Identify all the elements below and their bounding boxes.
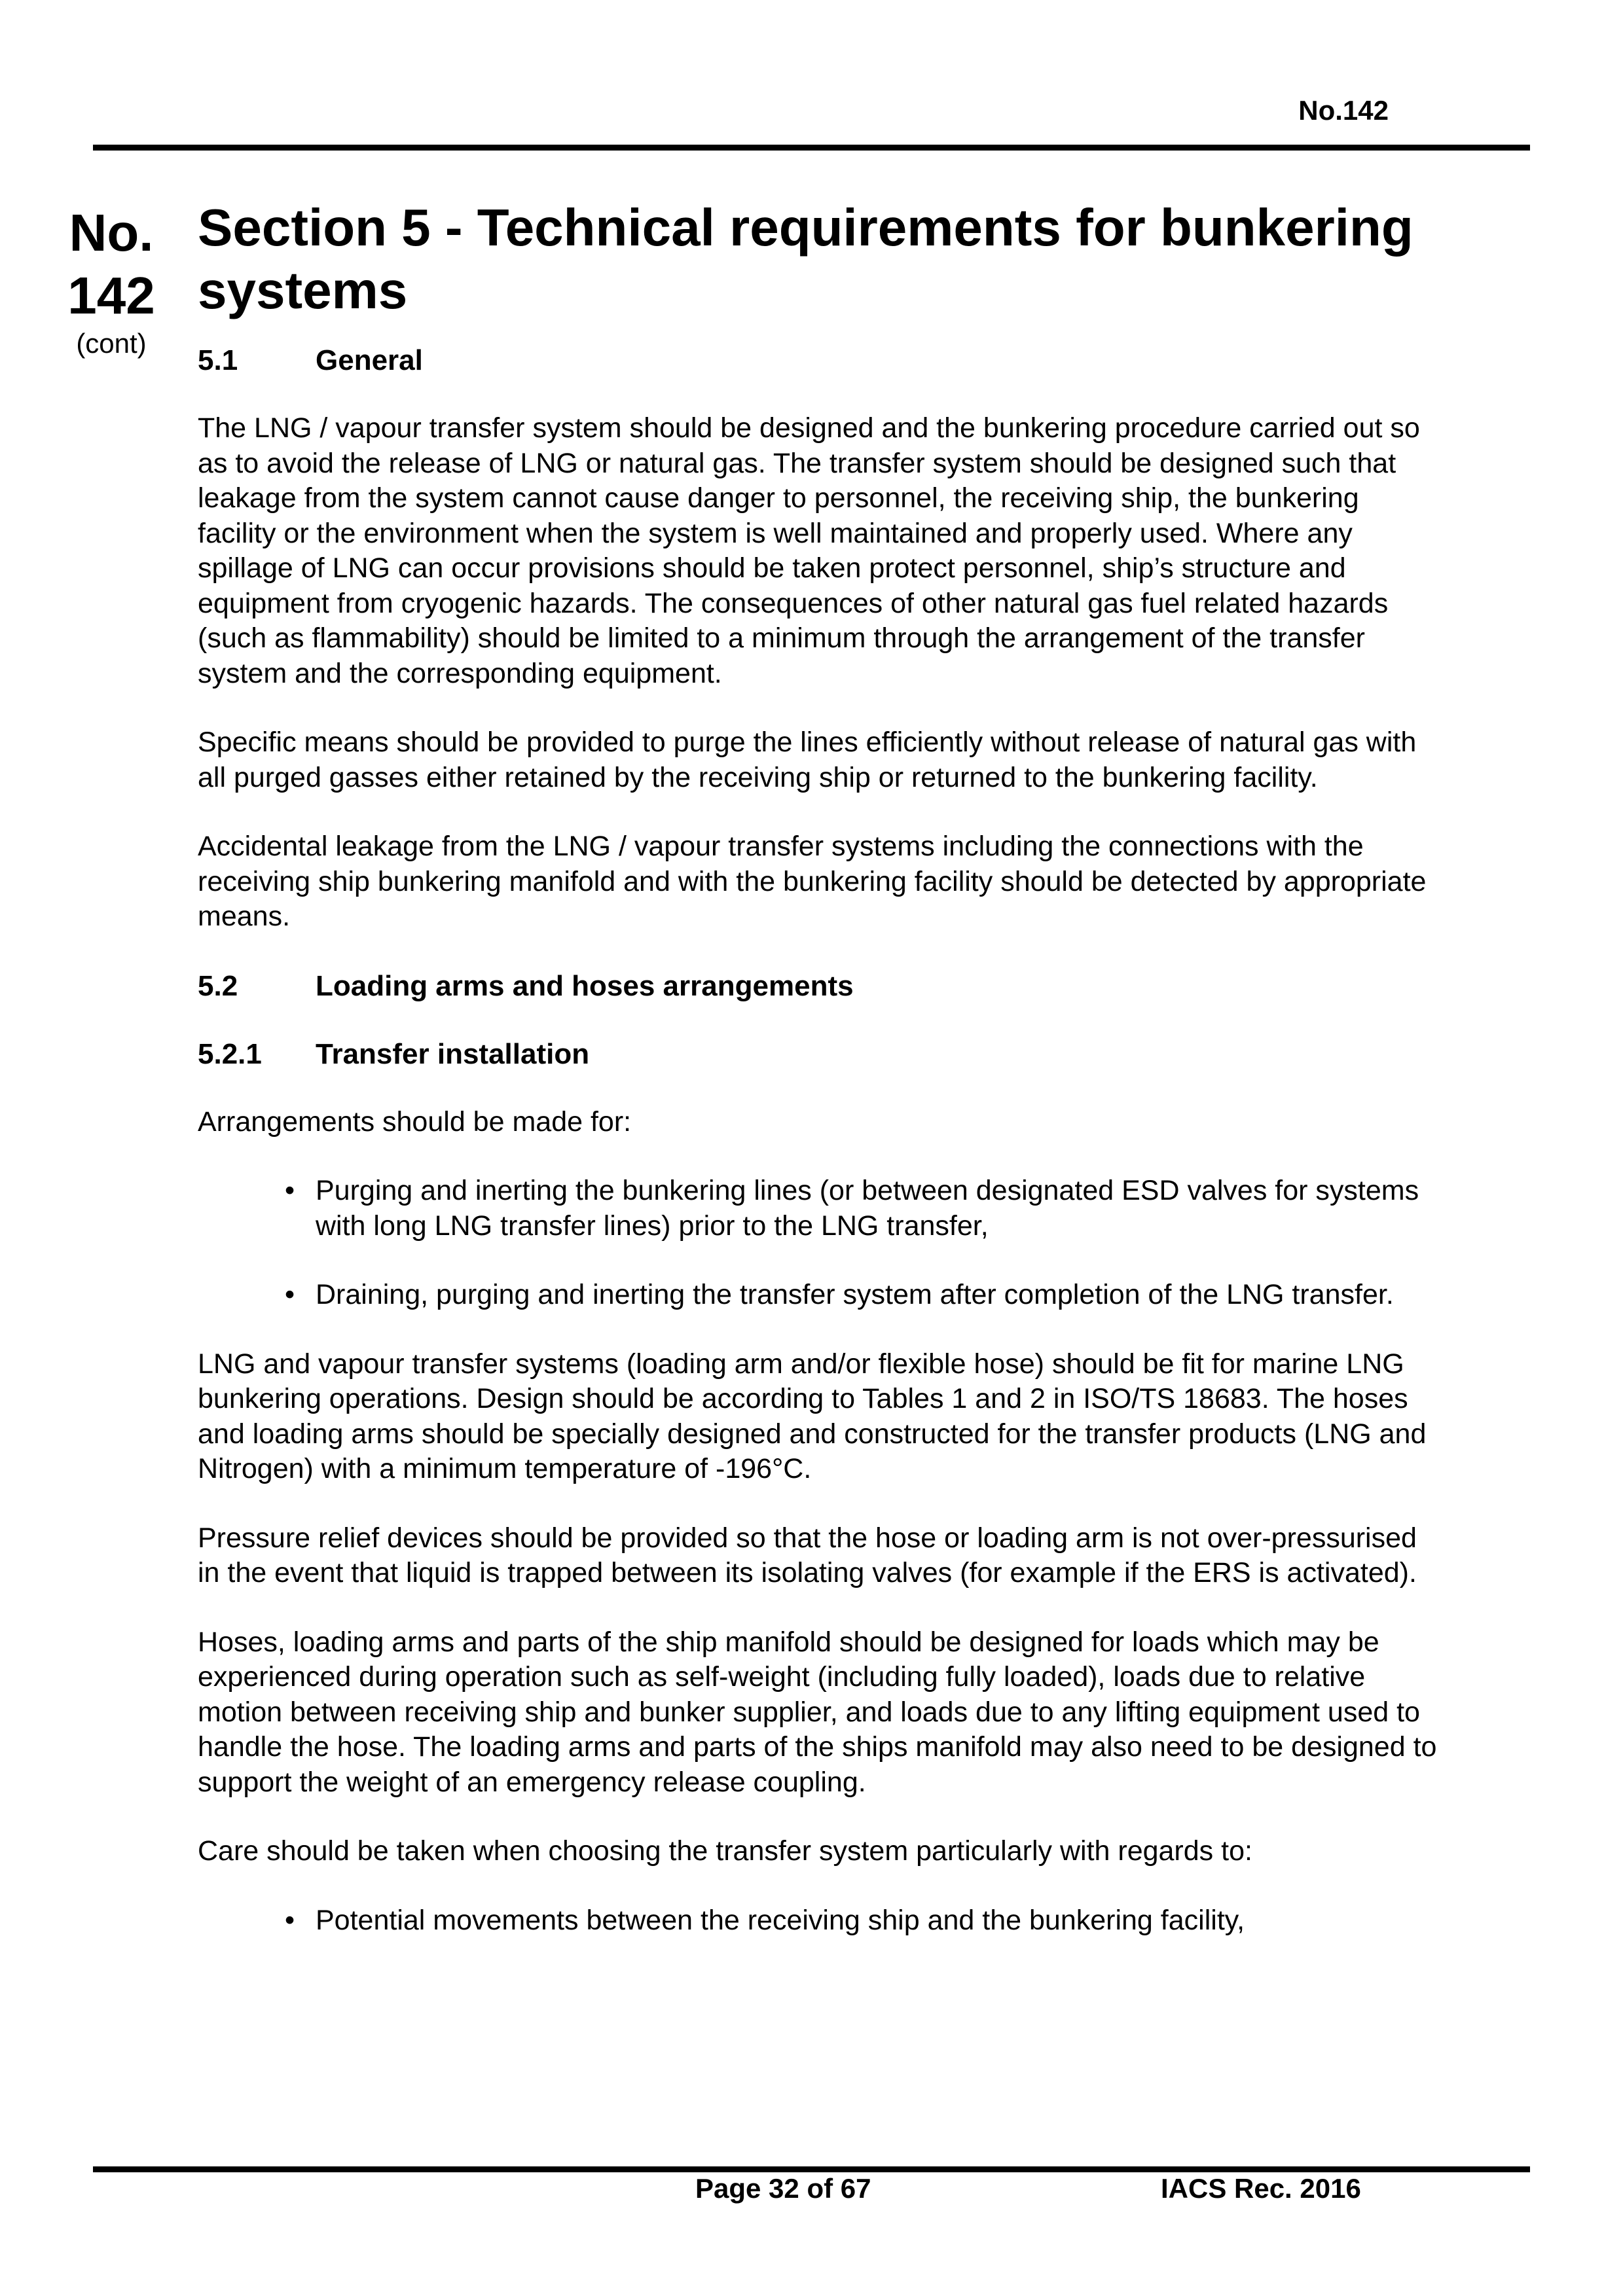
margin-identifier bbox=[59, 202, 164, 360]
margin-label-no: No. bbox=[69, 204, 154, 262]
list-item bbox=[198, 1903, 1445, 1939]
list-item bbox=[198, 1174, 1445, 1244]
paragraph: Arrangements should be made for: bbox=[198, 1105, 632, 1138]
heading-number: 5.1 bbox=[198, 344, 238, 376]
paragraph: The LNG / vapour transfer system should be designed and the bunkering procedure carried out so as to avoid the release of LNG or natural gas. The transfer system should be designed such that leakage from the system cannot cause danger to personnel, the receiving ship, the bunkering facility or the environment when the system is well maintained and properly used. Where any spillage of LNG can occur provisions should be taken protect personnel, ship’s structure and equipment from cryogenic hazards. The consequences of other natural gas fuel related hazards (such as flammability) should be limited to a minimum through the arrangement of the transfer system and the corresponding equipment. bbox=[198, 412, 1420, 689]
footer-page-number: Page 32 of 67 bbox=[695, 2173, 871, 2204]
heading-5-1 bbox=[198, 343, 1445, 378]
header-rule bbox=[93, 145, 1530, 151]
bullet-list bbox=[198, 1903, 1445, 1939]
paragraph: Hoses, loading arms and parts of the ship manifold should be designed for loads which may be experienced during operation such as self-weight (including fully loaded), loads due to relative motion between receiving ship and bunker supplier, and loads due to any lifting equipment used to handle the hose. The loading arms and parts of the ships manifold may also need to be designed to support the weight of an emergency release coupling. bbox=[198, 1626, 1437, 1798]
header-doc-number: No.142 bbox=[1298, 95, 1389, 126]
heading-number: 5.2.1 bbox=[198, 1037, 262, 1070]
paragraph: Accidental leakage from the LNG / vapour transfer systems including the connections with the receiving ship bunkering manifold and with the bunkering facility should be detected by appropriate means. bbox=[198, 831, 1427, 932]
section-title: Section 5 - Technical requirements for bunkering systems bbox=[198, 198, 1413, 319]
bullet-icon: • bbox=[284, 1279, 295, 1310]
heading-number: 5.2 bbox=[198, 969, 238, 1002]
margin-label-num: 142 bbox=[67, 266, 155, 325]
heading-5-2-1 bbox=[198, 1037, 1445, 1072]
paragraph: Specific means should be provided to purge the lines efficiently without release of natural gas with all purged gasses either retained by the receiving ship or returned to the bunkering facility. bbox=[198, 726, 1417, 793]
margin-label-cont: (cont) bbox=[76, 328, 147, 359]
main-content bbox=[198, 196, 1445, 1972]
bullet-icon: • bbox=[284, 1904, 295, 1936]
heading-title: Transfer installation bbox=[316, 1037, 590, 1070]
paragraph: Pressure relief devices should be provided so that the hose or loading arm is not over-pressurised in the event that liquid is trapped between its isolating valves (for example if the ERS is activated). bbox=[198, 1522, 1417, 1588]
paragraph: Care should be taken when choosing the transfer system particularly with regards to: bbox=[198, 1835, 1252, 1867]
list-item-text: Potential movements between the receiving ship and the bunkering facility, bbox=[316, 1904, 1245, 1936]
bullet-list bbox=[198, 1174, 1445, 1313]
heading-5-2 bbox=[198, 969, 1445, 1004]
list-item-text: Draining, purging and inerting the transfer system after completion of the LNG transfer. bbox=[316, 1279, 1394, 1310]
list-item-text: Purging and inerting the bunkering lines (or between designated ESD valves for systems with long LNG transfer lines) prior to the LNG transfer, bbox=[316, 1175, 1419, 1242]
heading-title: Loading arms and hoses arrangements bbox=[316, 969, 854, 1002]
footer-rule bbox=[93, 2166, 1530, 2172]
paragraph: LNG and vapour transfer systems (loading arm and/or flexible hose) should be fit for marine LNG bunkering operations. Design should be according to Tables 1 and 2 in ISO/TS 18683. The hoses and loading arms should be specially designed and constructed for the transfer products (LNG and Nitrogen) with a minimum temperature of -196°C. bbox=[198, 1348, 1427, 1484]
heading-title: General bbox=[316, 344, 423, 376]
bullet-icon: • bbox=[284, 1175, 295, 1206]
footer-rec: IACS Rec. 2016 bbox=[1161, 2173, 1361, 2204]
list-item bbox=[198, 1278, 1445, 1313]
